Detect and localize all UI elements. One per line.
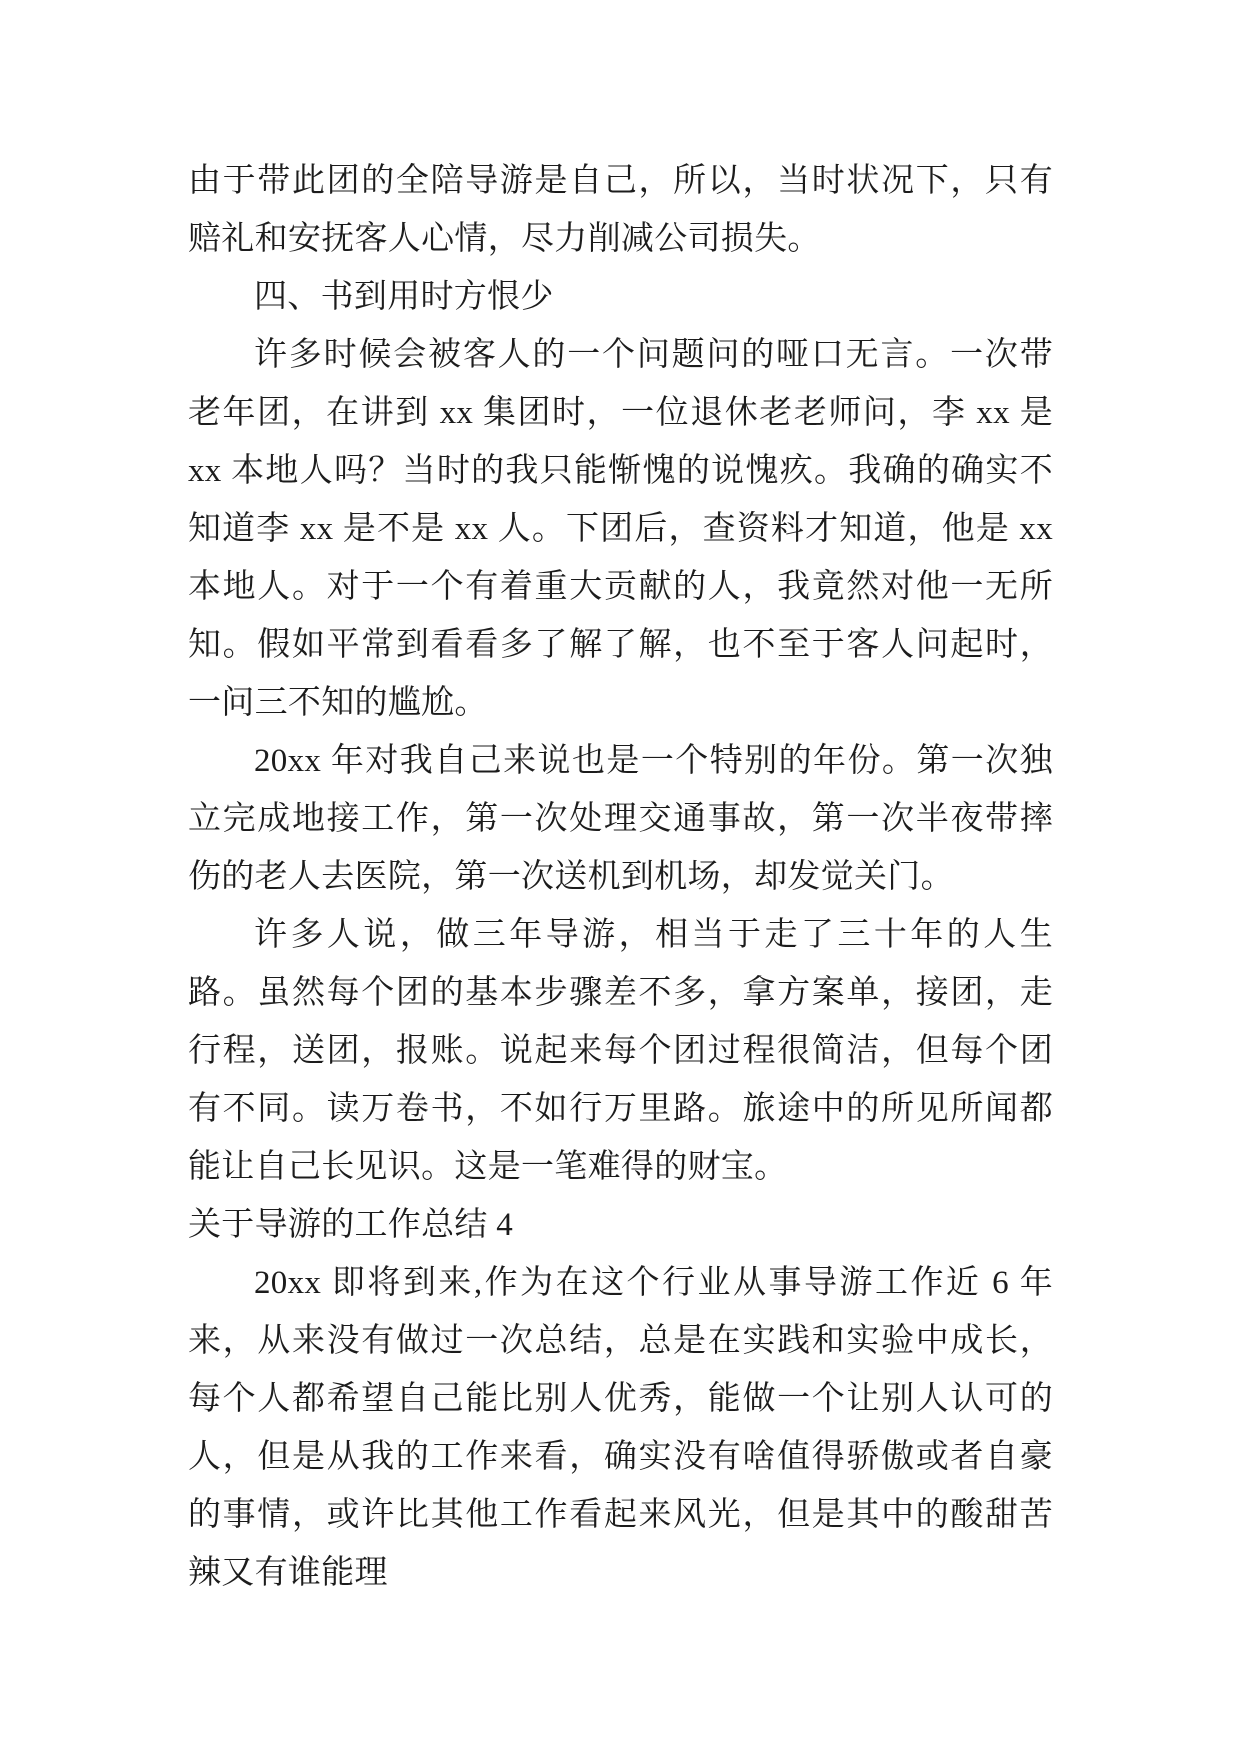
section-heading: 关于导游的工作总结 4 — [188, 1207, 514, 1243]
paragraph-subheading: 四、书到用时方恨少 — [254, 279, 554, 315]
paragraph-body: 20xx 年对我自己来说也是一个特别的年份。第一次独立完成地接工作，第一次处理交通事故，第一次半夜带摔伤的老人去医院，第一次送机到机场，却发觉关门。 — [188, 743, 1053, 895]
paragraph-body: 许多人说，做三年导游，相当于走了三十年的人生路。虽然每个团的基本步骤差不多，拿方案单，接团，走行程，送团，报账。说起来每个团过程很简洁，但每个团有不同。读万卷书，不如行万里路。旅途中的所见所闻都能让自己长见识。这是一笔难得的财宝。 — [188, 917, 1053, 1185]
paragraph-body: 许多时候会被客人的一个问题问的哑口无言。一次带老年团，在讲到 xx 集团时，一位退休老老师问，李 xx 是 xx 本地人吗？当时的我只能惭愧的说愧疚。我确的确实不知道李 xx 是不是 xx 人。下团后，查资料才知道，他是 xx 本地人。对于一个有着重大贡献的人，我竟然对他一无所知。假如平常到看看多了解了解，也不至于客人问起时，一问三不知的尴尬。 — [188, 337, 1053, 721]
paragraph-body: 20xx 即将到来,作为在这个行业从事导游工作近 6 年来，从来没有做过一次总结，总是在实践和实验中成长，每个人都希望自己能比别人优秀，能做一个让别人认可的人，但是从我的工作来看，确实没有啥值得骄傲或者自豪的事情，或许比其他工作看起来风光，但是其中的酸甜苦辣又有谁能理 — [188, 1265, 1053, 1591]
paragraph-continuation: 由于带此团的全陪导游是自己，所以，当时状况下，只有赔礼和安抚客人心情，尽力削减公司损失。 — [188, 163, 1053, 257]
document-text-block — [188, 152, 1053, 1602]
